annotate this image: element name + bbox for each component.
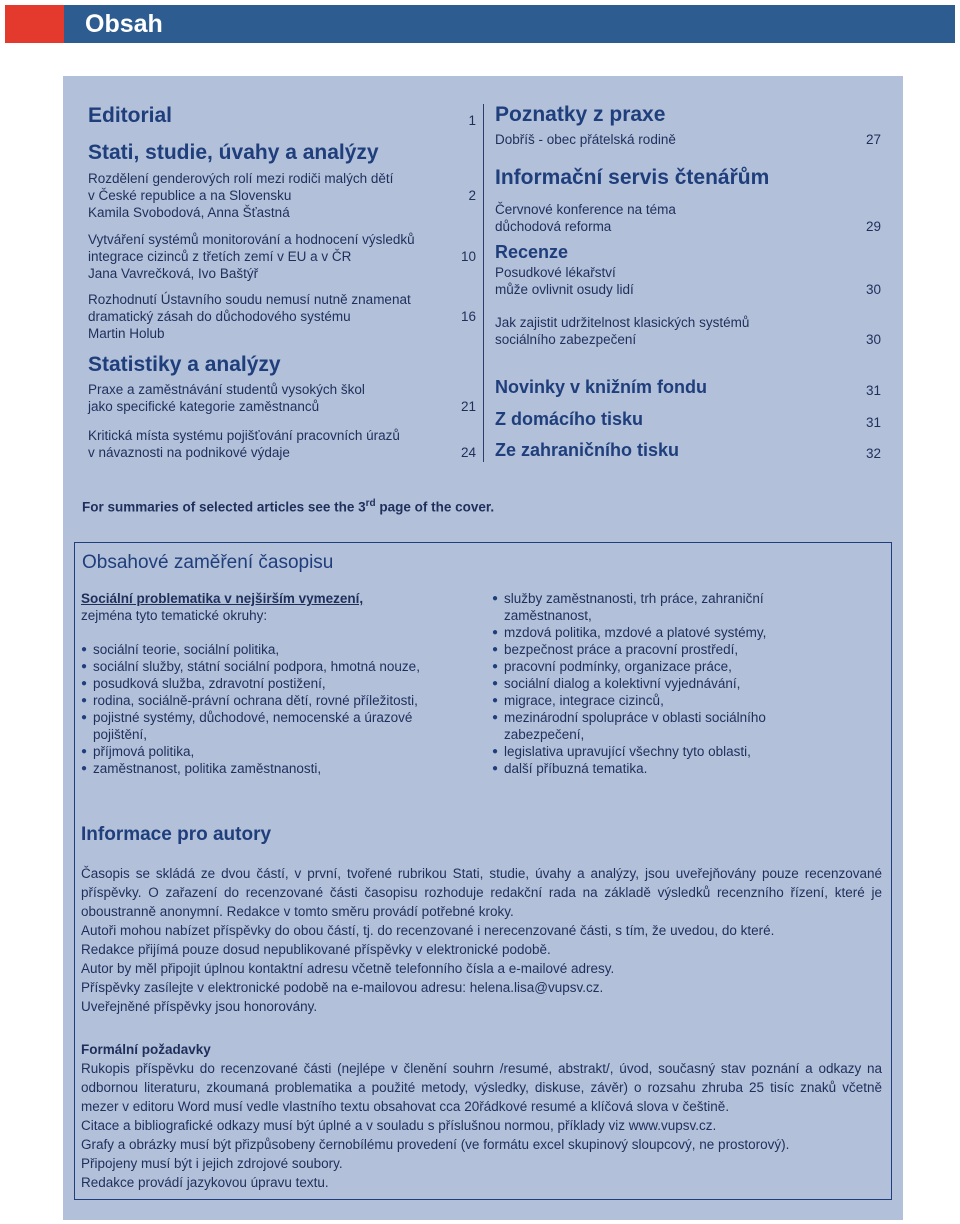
paragraph: Rukopis příspěvku do recenzované části (nejlépe v členění souhrn /resumé, abstrakt/, úvod, současný stav poznání a odkazy na odbornou literaturu, zkoumaná problematika a použité metody, výsledky, diskuse, závěr) o rozsahu zhruba 25 tisíc znaků včetně mezer v editoru Word musí vedle vlastního textu obsahovat cca 20řádkové resumé a klíčová slova v češtině. (81, 1061, 882, 1114)
toc-page-number: 27 (865, 132, 881, 147)
toc-item[interactable]: Rozhodnutí Ústavního soudu nemusí nutně znamenat dramatický zásah do důchodového systému 16 Martin Holub (88, 292, 476, 341)
formal-requirements-title: Formální požadavky (81, 1042, 211, 1057)
summary-note: For summaries of selected articles see the 3rd page of the cover. (82, 498, 495, 515)
editorial-label: Editorial (88, 104, 173, 127)
paragraph: Citace a bibliografické odkazy musí být úplné a v souladu s příslušnou normou, příklady viz www.vupsv.cz. (81, 1118, 717, 1133)
toc-page-number: 31 (865, 415, 881, 430)
focus-title: Obsahové zaměření časopisu (82, 552, 334, 573)
authors-title: Informace pro autory (81, 824, 272, 845)
formal-requirements (81, 1059, 882, 1192)
toc-item[interactable]: Jak zajistit udržitelnost klasických systémů sociálního zabezpečení 30 (495, 315, 881, 347)
toc-item[interactable]: Dobříš - obec přátelská rodině 27 (495, 132, 881, 147)
toc-zahranicni[interactable]: Ze zahraničního tisku 32 (495, 440, 881, 461)
toc-page-number: 30 (865, 332, 881, 347)
list-item: ● služby zaměstnanosti, trh práce, zahraniční zaměstnanost, (492, 590, 802, 624)
list-item: ● pracovní podmínky, organizace práce, (492, 658, 802, 675)
editorial-page: 1 (468, 113, 476, 128)
focus-left-list (81, 590, 451, 777)
toc-item[interactable]: Červnové konference na téma důchodová reforma 29 (495, 202, 881, 234)
list-item: ● sociální teorie, sociální politika, (81, 641, 451, 658)
toc-page-number: 30 (865, 282, 881, 297)
toc-page-number: 24 (460, 445, 476, 460)
section-title-servis: Informační servis čtenářům (495, 166, 770, 189)
focus-right-list (492, 590, 802, 777)
toc-item[interactable]: Kritická místa systému pojišťování pracovních úrazů v návaznosti na podnikové výdaje 24 (88, 428, 476, 460)
list-item: ● zaměstnanost, politika zaměstnanosti, (81, 760, 451, 777)
toc-item[interactable]: Rozdělení genderových rolí mezi rodiči malých dětí v České republice a na Slovensku 2 Kamila Svobodová, Anna Šťastná (88, 171, 476, 220)
section-title-stati: Stati, studie, úvahy a analýzy (88, 141, 379, 164)
column-divider (483, 104, 484, 462)
toc-editorial[interactable] (88, 104, 476, 128)
list-item: ● mzdová politika, mzdové a platové systémy, (492, 624, 802, 641)
section-title-poznatky: Poznatky z praxe (495, 103, 666, 126)
page-title: Obsah (85, 10, 163, 38)
list-item: ● sociální dialog a kolektivní vyjednávání, (492, 675, 802, 692)
toc-authors: Martin Holub (88, 326, 165, 341)
toc-domaci[interactable]: Z domácího tisku 31 (495, 409, 881, 430)
toc-authors: Jana Vavrečková, Ivo Baštýř (88, 266, 259, 281)
toc-item[interactable]: Posudkové lékařství může ovlivnit osudy lidí 30 (495, 265, 881, 297)
list-item: ● posudková služba, zdravotní postižení, (81, 675, 451, 692)
section-title-statistiky: Statistiky a analýzy (88, 353, 281, 376)
toc-page-number: 21 (460, 399, 476, 414)
paragraph: Redakce provádí jazykovou úpravu textu. (81, 1175, 329, 1190)
list-item: ● migrace, integrace cizinců, (492, 692, 802, 709)
list-item: ● legislativa upravující všechny tyto oblasti, (492, 743, 802, 760)
section-title-recenze: Recenze (495, 242, 569, 262)
focus-intro-bold: Sociální problematika v nejširším vymezení, (81, 591, 364, 606)
paragraph: Připojeny musí být i jejich zdrojové soubory. (81, 1156, 343, 1171)
toc-page-number: 10 (460, 249, 476, 264)
paragraph: Příspěvky zasílejte v elektronické podobě na e-mailovou adresu: helena.lisa@vupsv.cz. (81, 980, 604, 995)
list-item: ● sociální služby, státní sociální podpora, hmotná nouze, (81, 658, 451, 675)
toc-page-number: 32 (865, 446, 881, 461)
header-accent (5, 5, 64, 43)
toc-novinky[interactable]: Novinky v knižním fondu 31 (495, 377, 881, 398)
paragraph: Autoři mohou nabízet příspěvky do obou částí, tj. do recenzované i nerecenzované části, s tím, že uvedou, do které. (81, 923, 775, 938)
list-item: ● další příbuzná tematika. (492, 760, 802, 777)
toc-page-number: 29 (865, 219, 881, 234)
toc-page-number: 2 (468, 188, 476, 203)
toc-item[interactable]: Vytváření systémů monitorování a hodnocení výsledků integrace cizinců z třetích zemí v EU a v ČR 10 Jana Vavrečková, Ivo Baštýř (88, 232, 476, 281)
header-bar (5, 5, 955, 43)
list-item: ● mezinárodní spolupráce v oblasti sociálního zabezpečení, (492, 709, 802, 743)
list-item: ● příjmová politika, (81, 743, 451, 760)
paragraph: Časopis se skládá ze dvou částí, v první, tvořené rubrikou Stati, studie, úvahy a analýzy, jsou uveřejňovány pouze recenzované příspěvky. O zařazení do recenzované části časopisu rozhoduje redakční rada na základě výsledků recenzního řízení, které je oboustranně anonymní. Redakce v tomto směru provádí potřebné kroky. (81, 866, 882, 919)
paragraph: Grafy a obrázky musí být přizpůsobeny černobílému provedení (ve formátu excel skupinový sloupcový, ne prostorový). (81, 1137, 790, 1152)
toc-authors: Kamila Svobodová, Anna Šťastná (88, 205, 290, 220)
toc-page-number: 16 (460, 309, 476, 324)
authors-info (81, 864, 882, 1016)
paragraph: Uveřejněné příspěvky jsou honorovány. (81, 999, 318, 1014)
list-item: ● pojistné systémy, důchodové, nemocenské a úrazové pojištění, (81, 709, 451, 743)
paragraph: Redakce přijímá pouze dosud nepublikované příspěvky v elektronické podobě. (81, 942, 551, 957)
toc-page-number: 31 (865, 383, 881, 398)
list-item: ● rodina, sociálně-právní ochrana dětí, rovné příležitosti, (81, 692, 451, 709)
toc-item[interactable]: Praxe a zaměstnávání studentů vysokých škol jako specifické kategorie zaměstnanců 21 (88, 382, 476, 414)
focus-intro: zejména tyto tematické okruhy: (81, 608, 268, 623)
list-item: ● bezpečnost práce a pracovní prostředí, (492, 641, 802, 658)
paragraph: Autor by měl připojit úplnou kontaktní adresu včetně telefonního čísla a e-mailové adresy. (81, 961, 615, 976)
